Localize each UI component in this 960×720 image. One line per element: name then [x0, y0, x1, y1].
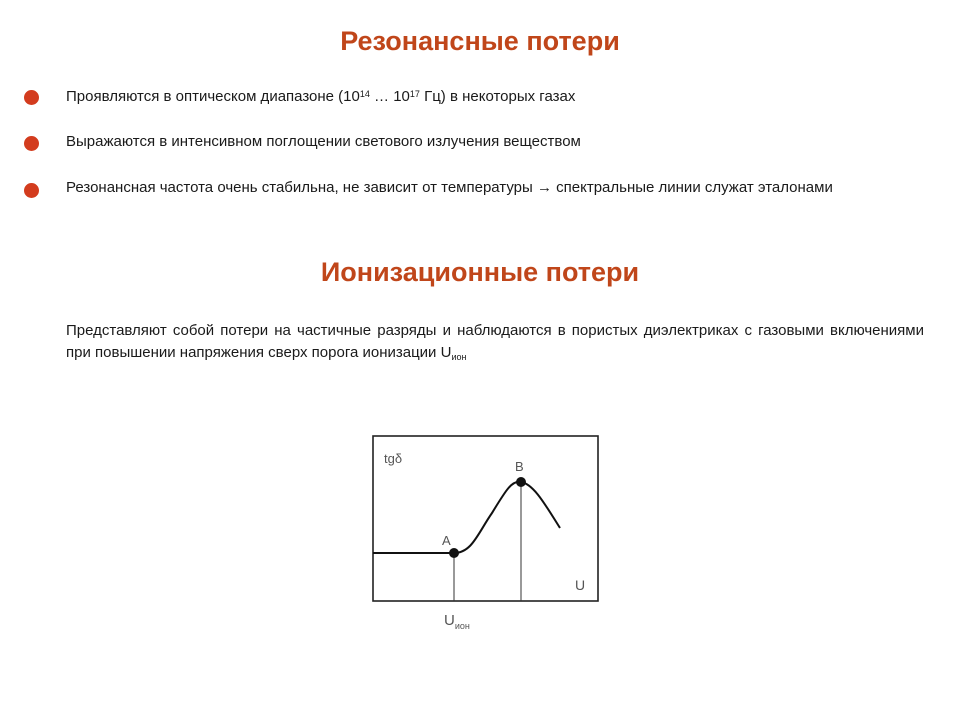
tg-delta-vs-voltage-figure [360, 428, 620, 638]
point-a-label: A [442, 533, 451, 548]
bullet-text-3: Резонансная частота очень стабильна, не зависит от температуры → спектральные линии служат эталонами [66, 179, 833, 196]
bullet-dot-1 [24, 90, 39, 105]
point-b-label: B [515, 459, 524, 474]
figure-frame [373, 436, 598, 601]
point-a-marker [449, 548, 459, 558]
y-axis-label: tgδ [384, 451, 403, 466]
point-b-marker [516, 477, 526, 487]
x-axis-label: U [575, 577, 586, 593]
ionization-losses-title: Ионизационные потери [320, 257, 640, 287]
ionization-description: Представляют собой потери на частичные разряды и наблюдаются в пористых диэлектриках с газовыми включениями при повышении напряжения сверх порога ионизации $U_{ион}$ [66, 322, 924, 362]
x-tick-label: $U_{ион}$ [444, 612, 470, 631]
bullet-dot-3 [24, 183, 39, 198]
resonance-losses-title: Резонансные потери [340, 26, 620, 56]
tg-delta-curve [373, 482, 560, 553]
bullet-text-1: Проявляются в оптическом диапазоне ($10^{14}$ … $10^{17}$ Гц) в некоторых газах [66, 88, 576, 105]
bullet-dot-2 [24, 136, 39, 151]
bullet-text-2: Выражаются в интенсивном поглощении светового излучения веществом [66, 133, 581, 150]
